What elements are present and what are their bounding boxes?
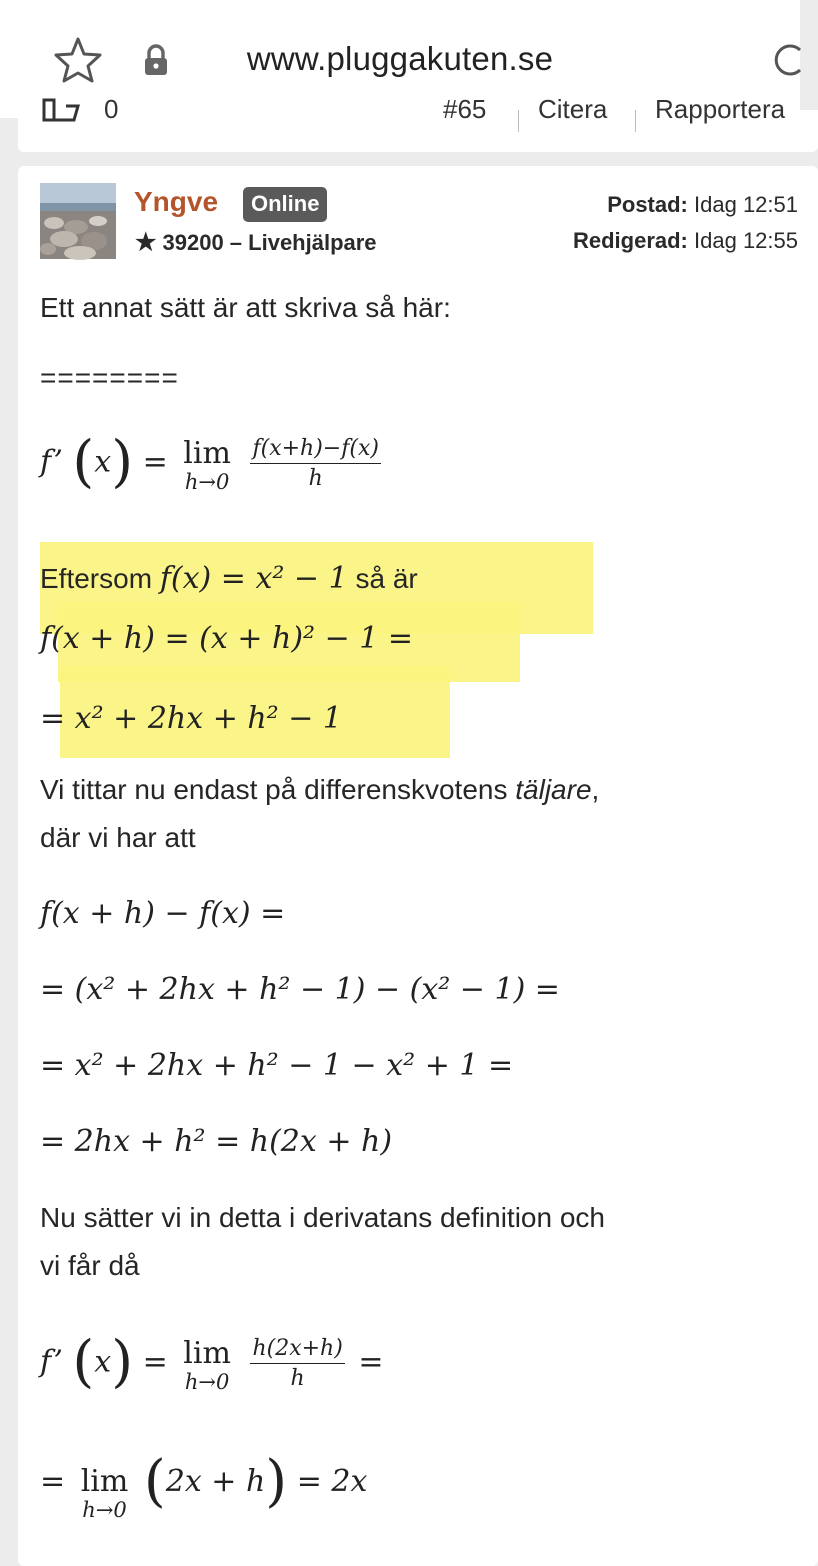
- since-prefix: Eftersom: [40, 563, 153, 594]
- thumbs-up-icon[interactable]: [42, 96, 82, 126]
- final-result: = 2x: [296, 1464, 368, 1499]
- since-line: [40, 561, 418, 596]
- calc-line-3: = x² + 2hx + h² − 1 − x² + 1 =: [40, 1048, 514, 1083]
- def-lhs: f’: [40, 444, 63, 480]
- intro-text: Ett annat sätt är att skriva så här:: [40, 292, 451, 323]
- paren-close: ): [111, 429, 134, 495]
- para-text: Vi tittar nu endast på differenskvotens: [40, 774, 516, 805]
- author-name[interactable]: Yngve: [134, 186, 219, 217]
- calc-line-2: = (x² + 2hx + h² − 1) − (x² − 1) =: [40, 972, 560, 1007]
- final-fraction: [250, 1336, 344, 1391]
- final-eq: =: [358, 1344, 384, 1380]
- paragraph-line: Nu sätter vi in detta i derivatans definition och: [40, 1202, 605, 1233]
- quote-link[interactable]: Citera: [538, 94, 608, 124]
- author-rank: [135, 228, 377, 257]
- def-eq: =: [40, 1464, 66, 1499]
- posted-time: [607, 192, 798, 218]
- difference-quotient: [250, 436, 380, 491]
- final-line-1: [40, 1329, 384, 1395]
- since-expr: f(x) = x² − 1: [159, 561, 348, 596]
- paragraph-line: där vi har att: [40, 822, 196, 853]
- avatar[interactable]: [40, 183, 116, 259]
- post-card: [18, 166, 818, 1566]
- def-denominator: h: [308, 466, 323, 491]
- divider: [635, 110, 636, 132]
- limit: [183, 436, 231, 493]
- final-line-2: [40, 1449, 368, 1522]
- paren-open: (: [143, 1449, 166, 1514]
- since-suffix: så är: [355, 563, 418, 594]
- def-eq: =: [142, 444, 168, 480]
- online-badge: Online: [243, 187, 327, 222]
- posted-value: Idag 12:51: [694, 192, 798, 217]
- paragraph-line: [40, 774, 599, 806]
- def-lhs: f’: [40, 1344, 63, 1380]
- reload-icon[interactable]: [770, 40, 810, 80]
- final-inner: 2x + h: [165, 1464, 266, 1499]
- derivative-definition: [40, 429, 385, 495]
- lim-word: lim: [183, 1336, 231, 1371]
- paren-close: ): [111, 1329, 134, 1395]
- para-text: ,: [591, 774, 600, 805]
- edited-value: Idag 12:55: [694, 228, 798, 253]
- edited-label: Redigerad:: [572, 228, 688, 253]
- paren-open: (: [72, 429, 95, 495]
- calc-line-4: = 2hx + h² = h(2x + h): [40, 1124, 393, 1159]
- paren-open: (: [72, 1329, 95, 1395]
- rank-star-icon: ★: [135, 229, 157, 256]
- url-text[interactable]: www.pluggakuten.se: [246, 40, 554, 77]
- divider: [518, 110, 519, 132]
- expand-line-1: f(x + h) = (x + h)² − 1 =: [40, 621, 414, 656]
- expand-line-2: = x² + 2hx + h² − 1: [40, 701, 343, 736]
- def-numerator: f(x+h)−f(x): [250, 436, 380, 464]
- lim-sub: h→0: [184, 1370, 230, 1394]
- lim-word: lim: [183, 436, 231, 471]
- def-eq: =: [142, 1344, 168, 1380]
- calc-line-1: f(x + h) − f(x) =: [40, 896, 286, 931]
- rank-text: 39200 – Livehjälpare: [162, 230, 377, 255]
- edited-time: [573, 228, 798, 254]
- def-var: x: [94, 1344, 112, 1380]
- like-count: 0: [104, 94, 119, 124]
- para-emphasis: täljare: [515, 774, 592, 805]
- final-numerator: h(2x+h): [250, 1336, 344, 1364]
- lim-sub: h→0: [184, 470, 230, 494]
- final-denominator: h: [290, 1366, 305, 1391]
- limit: [81, 1464, 129, 1521]
- lim-word: lim: [80, 1464, 129, 1499]
- divider-text: ========: [40, 362, 179, 393]
- paren-close: ): [265, 1449, 288, 1514]
- previous-post-card: [18, 94, 818, 152]
- lim-sub: h→0: [82, 1498, 127, 1522]
- post-number[interactable]: #65: [443, 94, 487, 124]
- report-link[interactable]: Rapportera: [655, 94, 786, 124]
- paragraph-line: vi får då: [40, 1250, 140, 1281]
- limit: [183, 1336, 231, 1393]
- def-var: x: [94, 444, 112, 480]
- posted-label: Postad:: [607, 192, 688, 217]
